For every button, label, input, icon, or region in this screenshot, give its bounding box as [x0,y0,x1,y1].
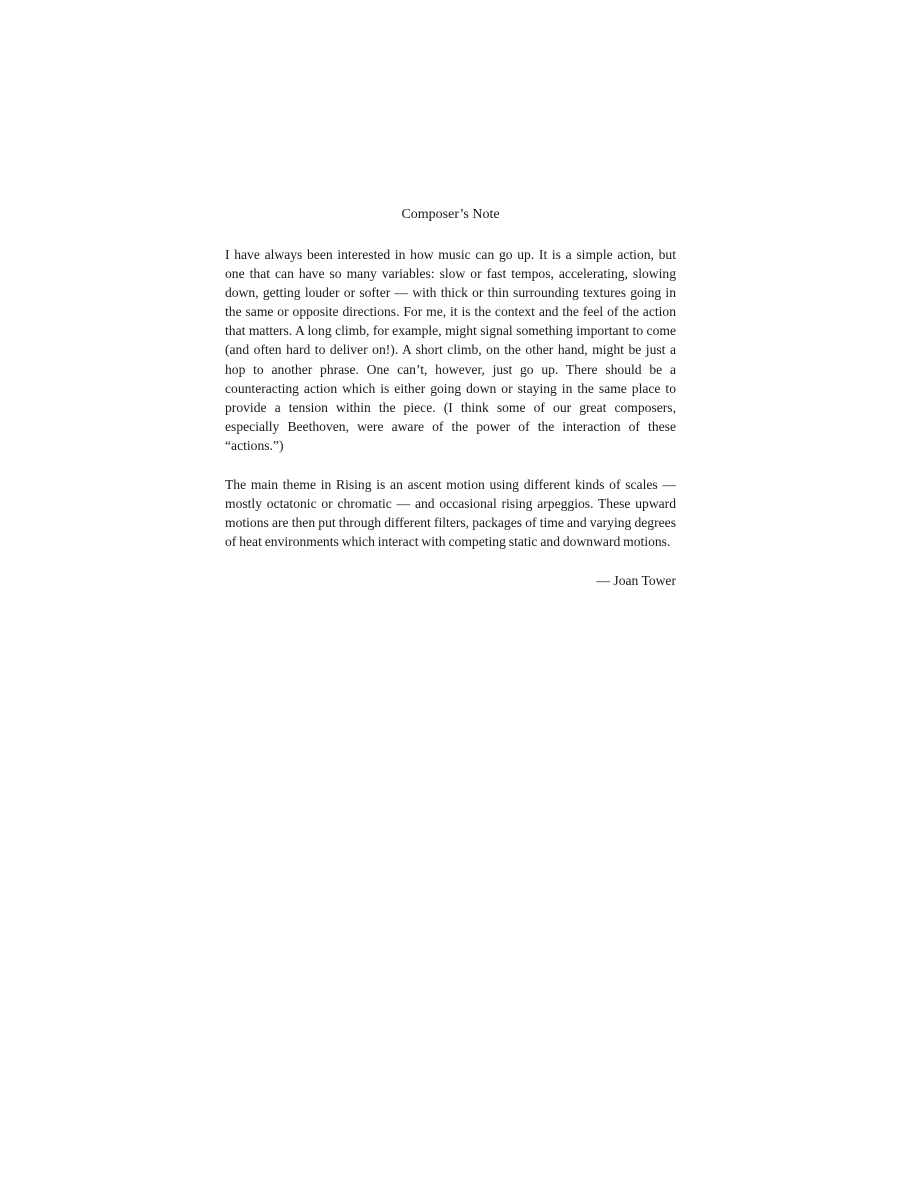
paragraph: I have always been interested in how music can go up. It is a simple action, but one that can have so many variables: slow or fast tempos, accelerating, slowing down, getting louder or softer — with thick or thin surrounding textures going in the same or opposite directions. For me, it is the context and the feel of the action that matters. A long climb, for example, might signal something important to come (and often hard to deliver on!). A short climb, on the other hand, might be just a hop to another phrase. One can’t, however, just go up. There should be a counteracting action which is either going down or staying in the same place to provide a tension within the piece. (I think some of our great composers, especially Beethoven, were aware of the power of the interaction of these “actions.”) [225,247,676,453]
page-title: Composer’s Note [401,207,500,222]
signature: — Joan Tower [596,573,676,589]
composers-note [225,205,676,590]
paragraph: The main theme in Rising is an ascent motion using different kinds of scales — mostly octatonic or chromatic — and occasional rising arpeggios. These upward motions are then put through different filters, packages of time and varying degrees of heat environments which interact with competing static and downward motions. [225,477,676,550]
